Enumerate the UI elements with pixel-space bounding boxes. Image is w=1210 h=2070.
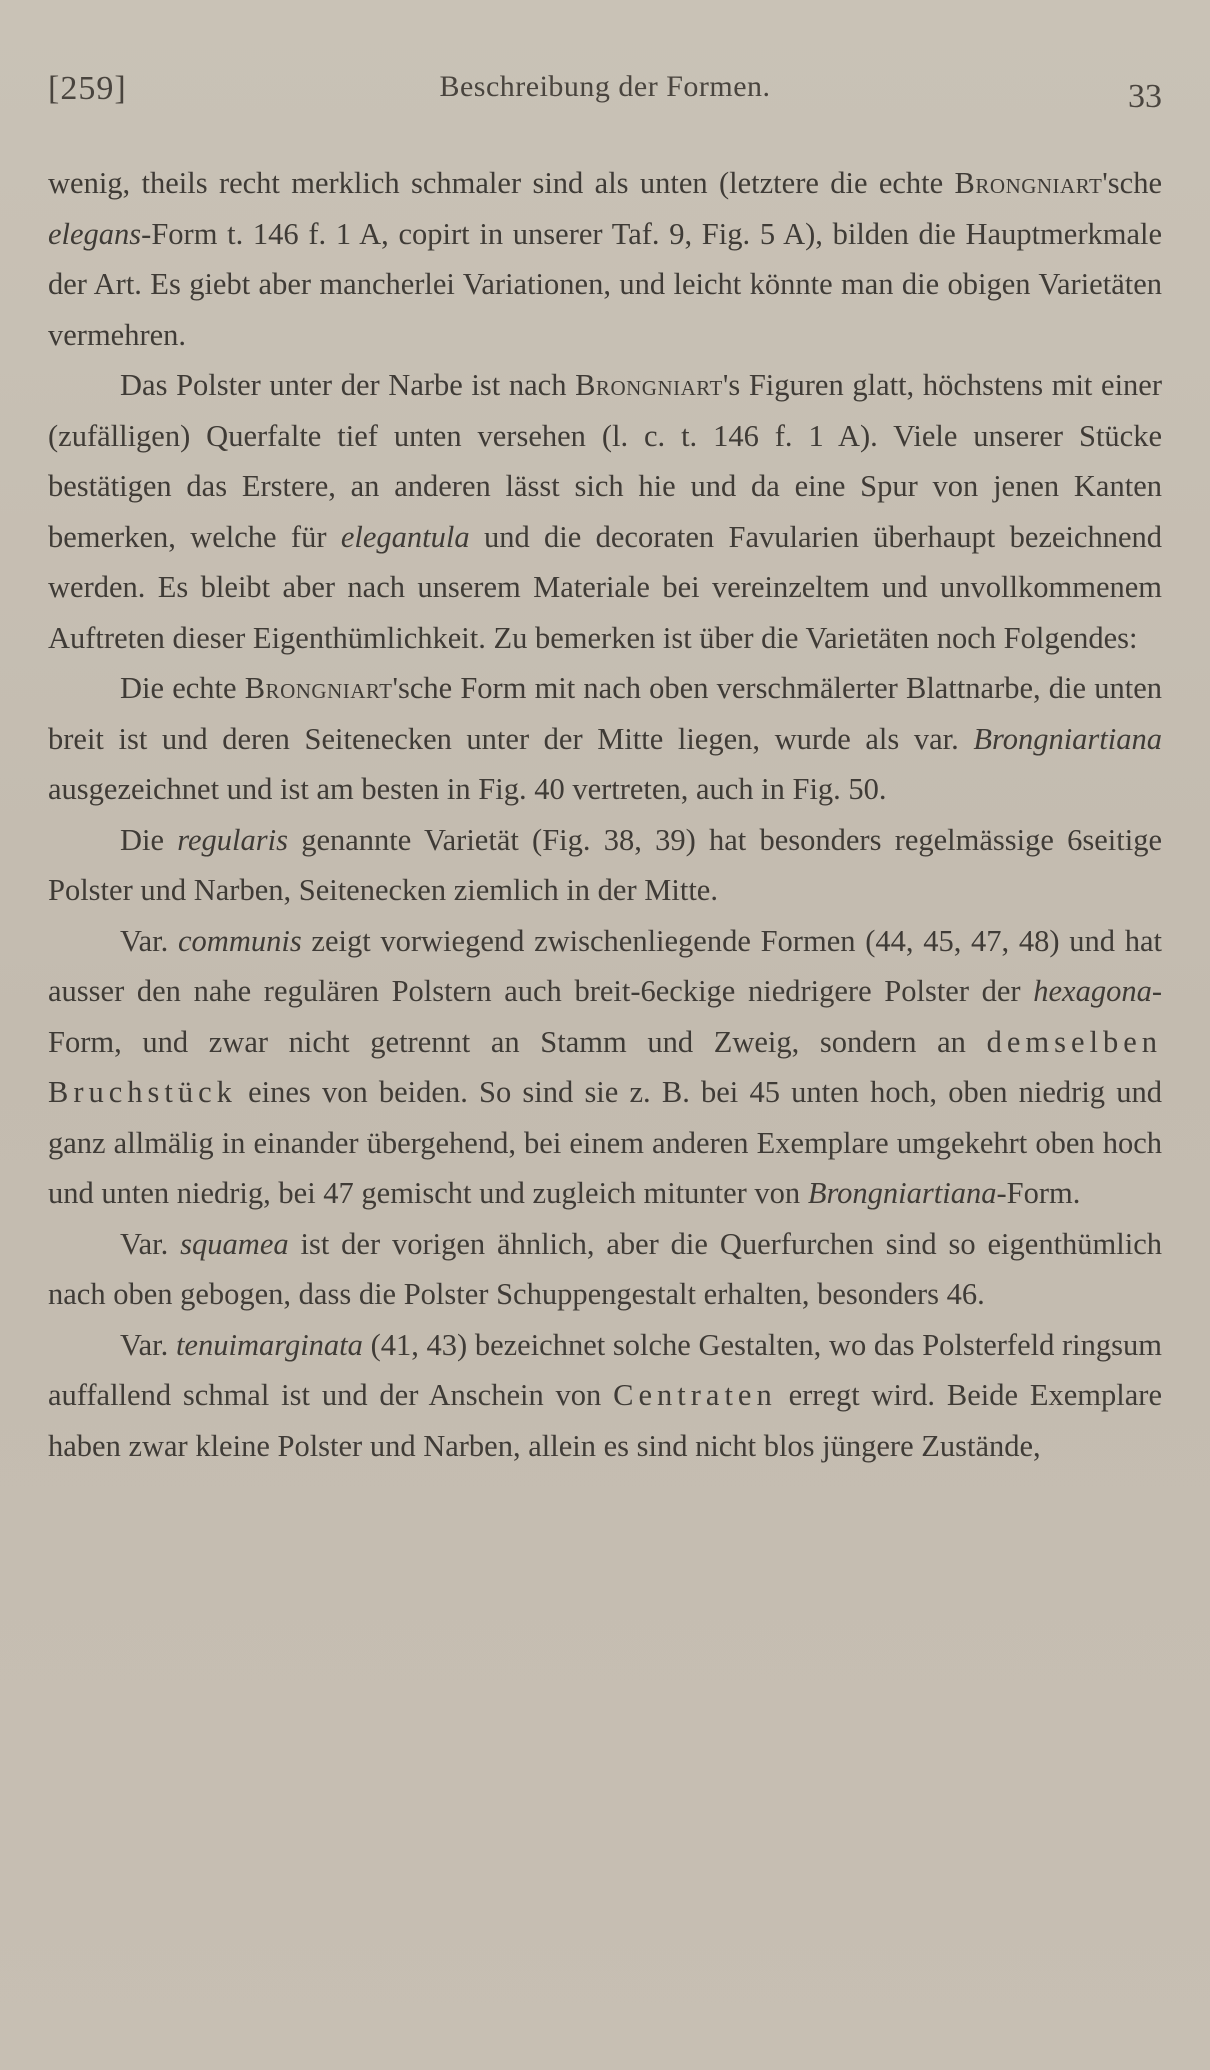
text-run: zeigt vorwiegend zwischenliegende Formen (44, 45, 47, 48) und hat ausser den nahe regulären Polstern auch breit-6eckige niedrigere Polster der bbox=[48, 923, 1162, 1008]
page-number: 33 bbox=[1128, 78, 1162, 115]
text-run: Var. bbox=[120, 1226, 181, 1261]
running-head-left: [259] bbox=[48, 70, 127, 107]
taxon-name: tenuimarginata bbox=[175, 1327, 363, 1362]
paragraph bbox=[48, 815, 1162, 916]
text-run: 'sche Form mit nach oben verschmälerter Blattnarbe, die unten breit ist und deren Seitenecken unter der Mitte liegen, wurde als var. bbox=[48, 671, 1163, 756]
taxon-name: elegantula bbox=[340, 519, 470, 554]
paragraph bbox=[48, 360, 1162, 663]
text-run: -Form, und zwar nicht getrennt an Stamm und Zweig, sondern an bbox=[48, 974, 1162, 1059]
paragraph bbox=[48, 916, 1162, 1219]
text-run: (41, 43) bezeichnet solche Gestalten, wo das Polsterfeld ringsum auffallend schmal ist und der Anschein von bbox=[48, 1327, 1162, 1412]
text-run: -Form. bbox=[996, 1176, 1081, 1210]
emphasis-text: Centraten bbox=[613, 1378, 777, 1412]
text-run: Var. bbox=[120, 1327, 176, 1362]
running-head bbox=[48, 62, 1162, 120]
text-run: -Form t. 146 f. 1 A, copirt in unserer Taf. 9, Fig. 5 A), bilden die Hauptmerkmale der Art. Es giebt aber mancherlei Variationen, und leicht könnte man die obigen Varietäten vermehren. bbox=[48, 216, 1162, 352]
paragraph bbox=[48, 1219, 1162, 1320]
text-run: genannte Varietät (Fig. 38, 39) hat besonders regelmässige 6seitige Polster und Narben, Seitenecken ziemlich in der Mitte. bbox=[48, 822, 1163, 907]
taxon-name: hexagona bbox=[1033, 974, 1152, 1008]
text-run: wenig, theils recht merklich schmaler sind als unten (letztere die echte bbox=[48, 166, 955, 200]
text-run: Die echte bbox=[120, 671, 245, 705]
body-text bbox=[48, 158, 1162, 1471]
text-run: Var. bbox=[120, 923, 178, 958]
text-run: erregt wird. Beide Exemplare haben zwar kleine Polster und Narben, allein es sind nicht blos jüngere Zustände, bbox=[48, 1378, 1162, 1463]
text-run: und die decoraten Favularien überhaupt bezeichnend werden. Es bleibt aber nach unserem Materiale bei vereinzeltem und unvollkommenem Auftreten dieser Eigenthümlichkeit. Zu bemerken ist über die Varietäten noch Folgendes: bbox=[48, 519, 1163, 655]
taxon-name: communis bbox=[178, 923, 302, 958]
emphasis-text: demselben Bruchstück bbox=[48, 1024, 1162, 1109]
text-run: ausgezeichnet und ist am besten in Fig. 40 vertreten, auch in Fig. 50. bbox=[48, 772, 887, 806]
taxon-name: elegans bbox=[48, 216, 142, 251]
paragraph bbox=[48, 1320, 1162, 1472]
taxon-name: Brongniartiana bbox=[807, 1176, 997, 1210]
paragraph bbox=[48, 158, 1162, 360]
text-run: Das Polster unter der Narbe ist nach bbox=[120, 368, 576, 402]
author-name: Brongniart bbox=[575, 368, 723, 402]
author-name: Brongniart bbox=[244, 671, 393, 705]
text-run: Die bbox=[120, 822, 178, 857]
taxon-name: Brongniartiana bbox=[973, 721, 1162, 756]
taxon-name: squamea bbox=[180, 1226, 289, 1261]
text-run: 's Figuren glatt, höchstens mit einer (zufälligen) Querfalte tief unten versehen (l. c. t. 146 f. 1 A). Viele unserer Stücke bestätigen das Erstere, an anderen lässt sich hie und da eine Spur von jenen Kanten bemerken, welche für bbox=[48, 368, 1162, 554]
text-run: 'sche bbox=[1102, 166, 1162, 200]
running-head-title: Beschreibung der Formen. bbox=[439, 70, 771, 103]
text-run: ist der vorigen ähnlich, aber die Querfurchen sind so eigenthümlich nach oben gebogen, dass die Polster Schuppengestalt erhalten, besonders 46. bbox=[48, 1226, 1162, 1311]
paragraph bbox=[48, 663, 1162, 815]
taxon-name: regularis bbox=[177, 822, 288, 857]
text-run: eines von beiden. So sind sie z. B. bei 45 unten hoch, oben niedrig und ganz allmälig in einander übergehend, bei einem anderen Exemplare umgekehrt oben hoch und unten niedrig, bei 47 gemischt und zugleich mitunter von bbox=[48, 1075, 1162, 1210]
author-name: Brongniart bbox=[954, 166, 1103, 200]
